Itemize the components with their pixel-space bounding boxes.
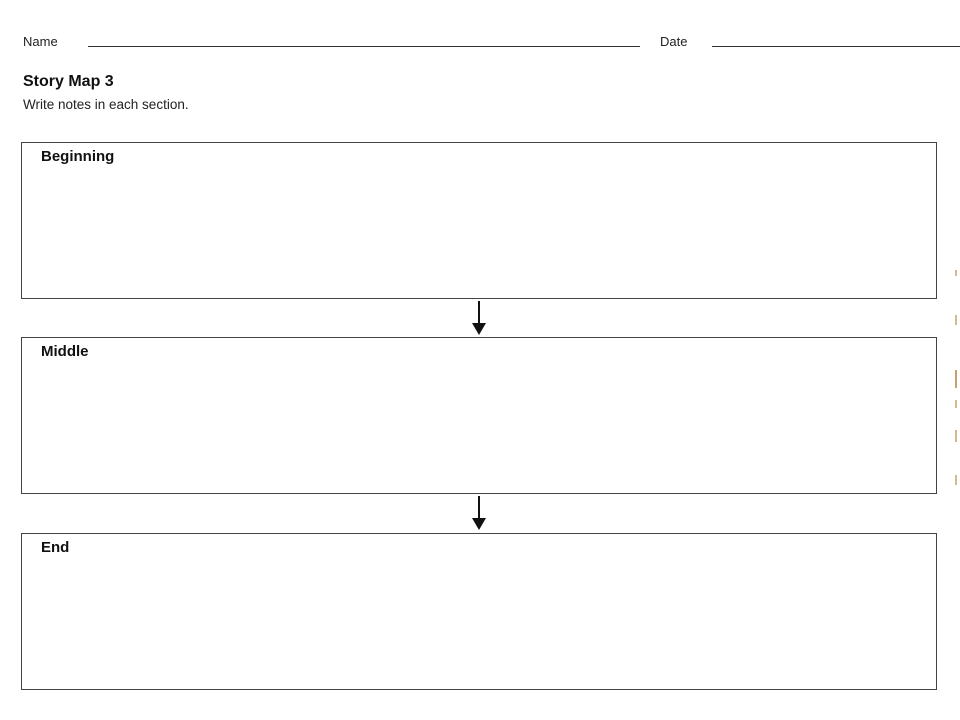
name-label: Name bbox=[23, 34, 58, 49]
name-field[interactable] bbox=[88, 46, 640, 47]
date-label: Date bbox=[660, 34, 688, 49]
worksheet-title: Story Map 3 bbox=[23, 73, 114, 90]
down-arrow-icon bbox=[471, 301, 487, 335]
middle-label: Middle bbox=[41, 343, 89, 360]
end-section[interactable] bbox=[21, 533, 937, 690]
end-label: End bbox=[41, 539, 70, 556]
margin-marks bbox=[952, 270, 960, 490]
worksheet-instructions: Write notes in each section. bbox=[23, 97, 189, 112]
middle-section[interactable] bbox=[21, 337, 937, 494]
date-field[interactable] bbox=[712, 46, 960, 47]
beginning-label: Beginning bbox=[41, 148, 115, 165]
down-arrow-icon bbox=[471, 496, 487, 530]
beginning-section[interactable] bbox=[21, 142, 937, 299]
